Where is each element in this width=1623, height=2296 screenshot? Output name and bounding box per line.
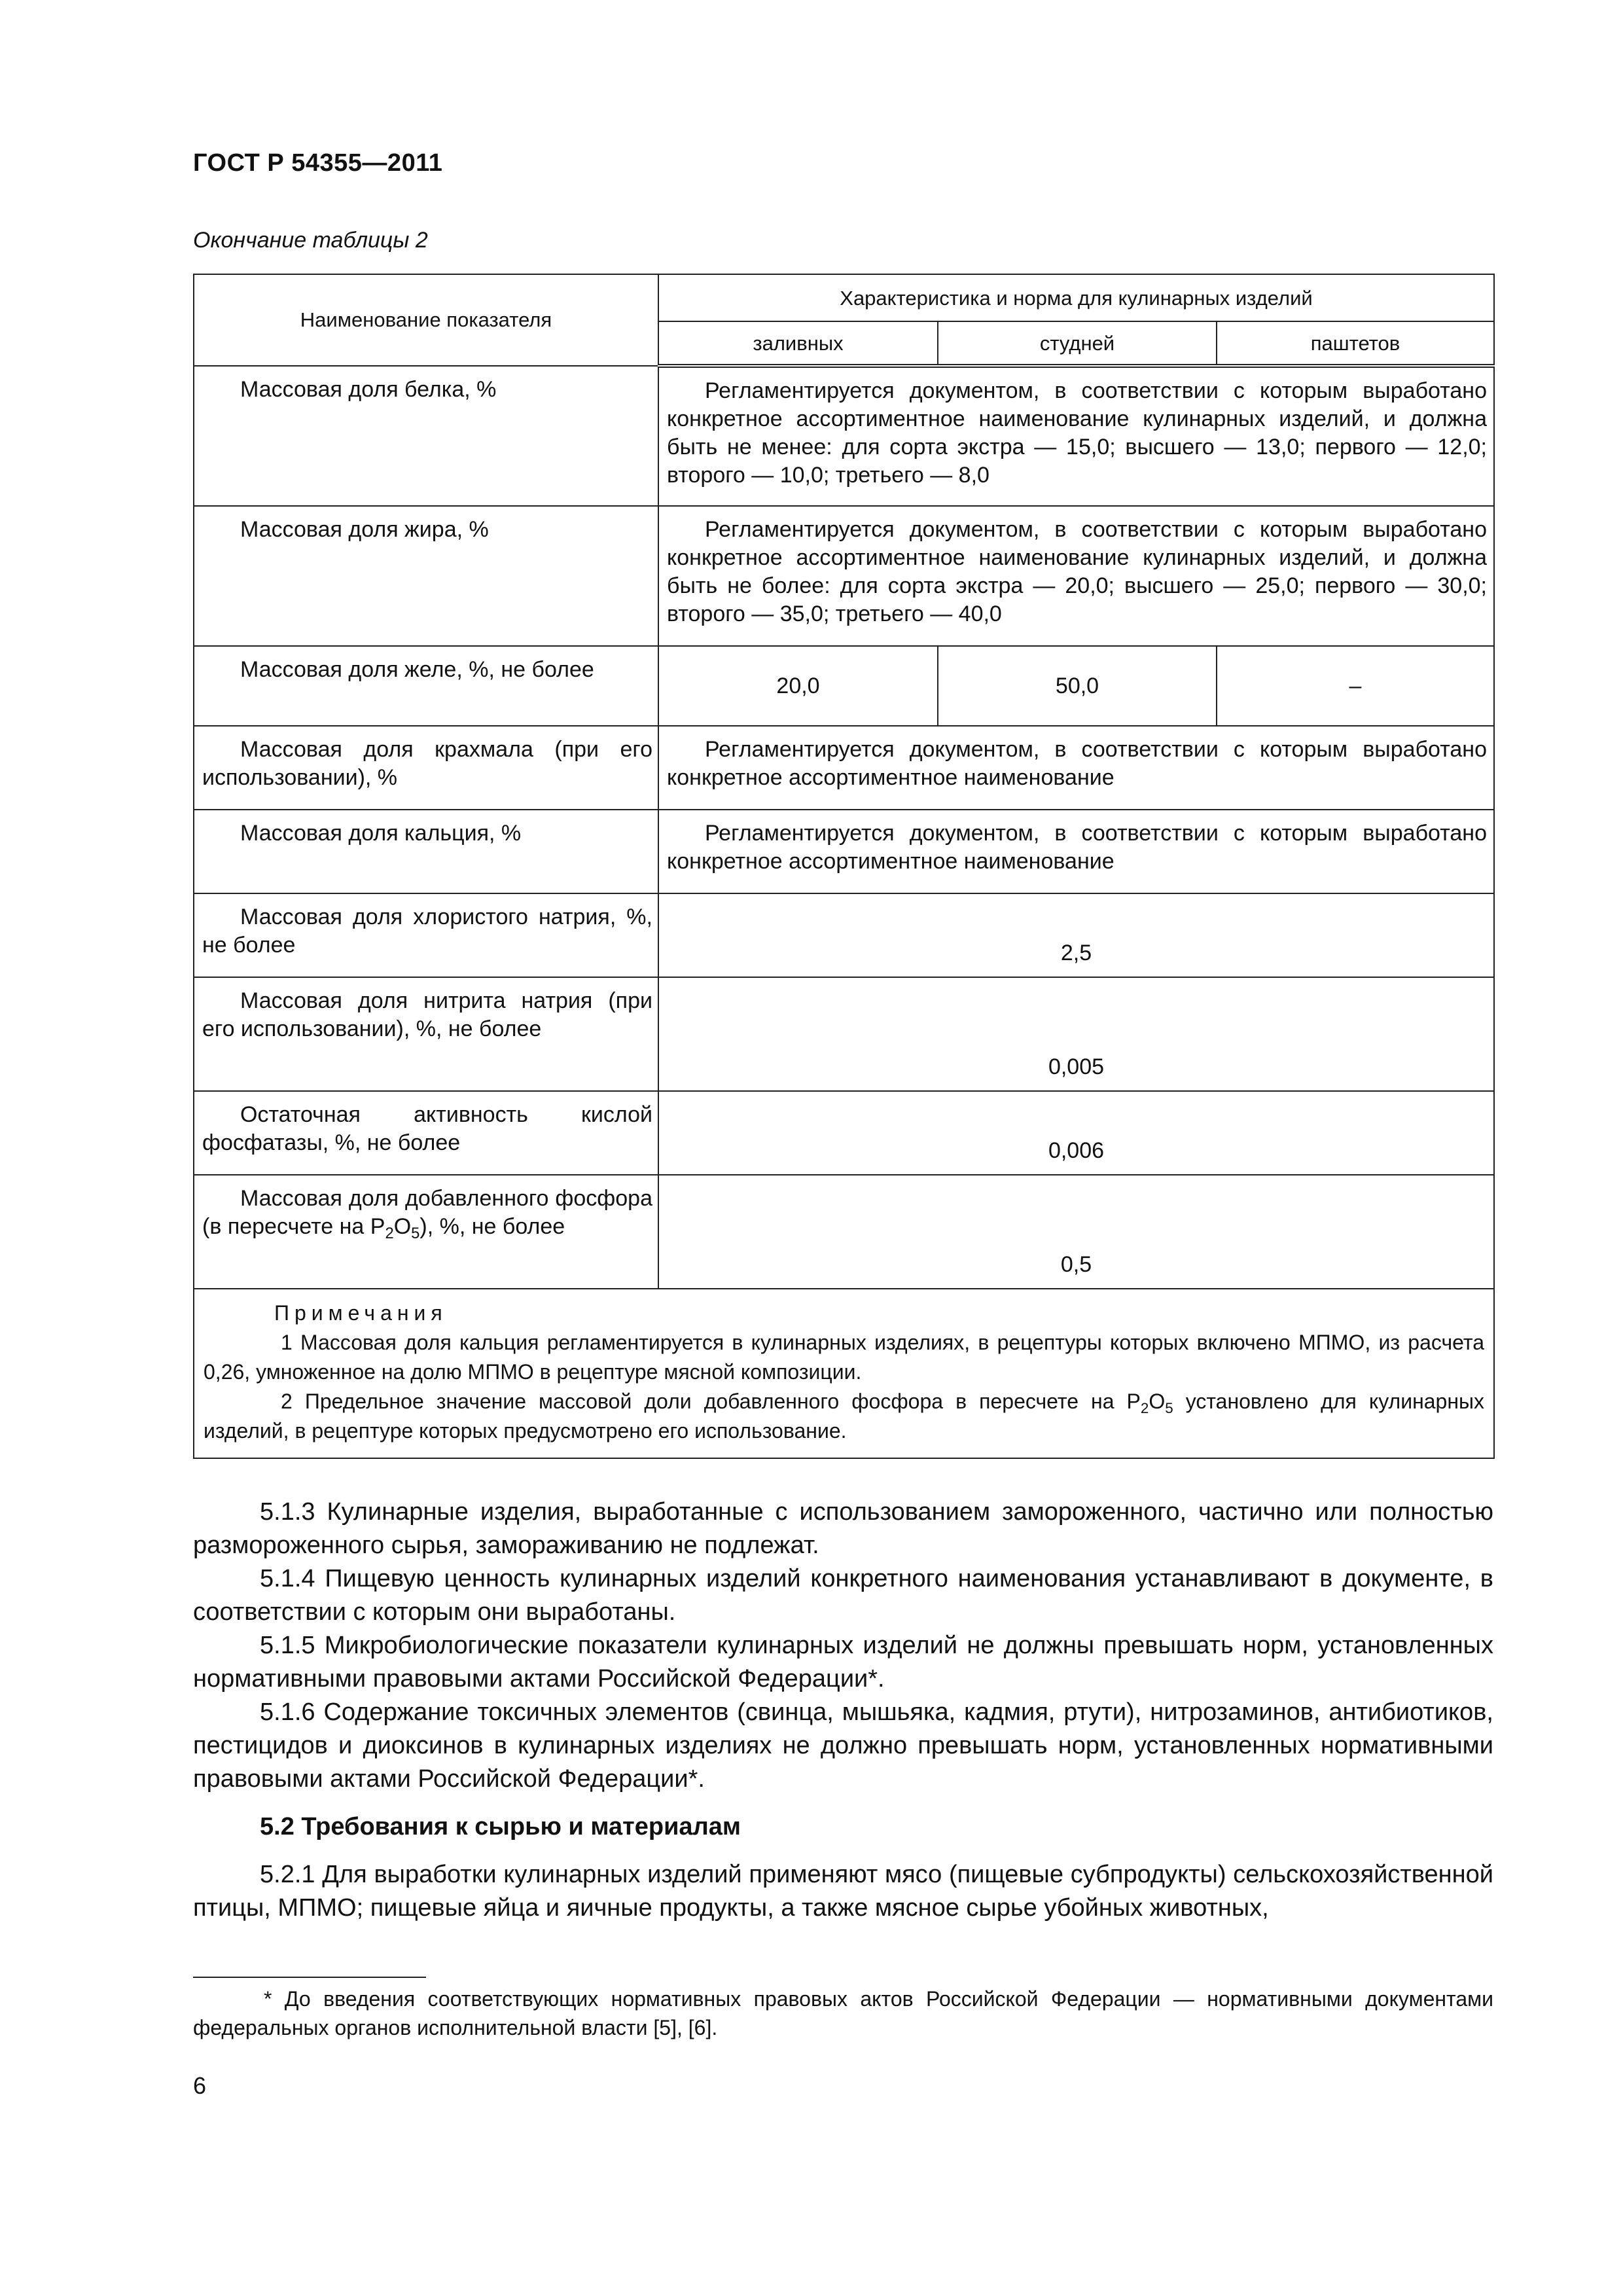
table-row bbox=[194, 646, 1494, 726]
value-sodium-nitrite: 0,005 bbox=[658, 977, 1494, 1091]
notes-row bbox=[194, 1289, 1494, 1458]
table-caption: Окончание таблицы 2 bbox=[193, 228, 428, 253]
paragraph-5-2-1: 5.2.1 Для выработки кулинарных изделий применяют мясо (пищевые субпродукты) сельскохозяйственной птицы, МПМО; пищевые яйца и яичные продукты, а также мясное сырье убойных животных, bbox=[193, 1861, 1493, 1922]
norm-protein: Регламентируется документом, в соответствии с которым выработано конкретное ассортиментное наименование кулинарных изделий, и должна быть не менее: для сорта экстра — 15,0; высшего — 13,0; первого — 12,0; второго — 10,0; третьего — 8,0 bbox=[667, 378, 1487, 488]
value-jelly-zalivnye: 20,0 bbox=[658, 646, 938, 726]
param-phosphorus: Массовая доля добавленного фосфора (в пересчете на $P_2O_5$), %, не более bbox=[194, 1175, 658, 1289]
table-row bbox=[194, 726, 1494, 810]
table-row bbox=[194, 1175, 1494, 1289]
paragraph-5-1-4: 5.1.4 Пищевую ценность кулинарных изделий конкретного наименования устанавливают в документе, в соответствии с которым они выработаны. bbox=[193, 1565, 1493, 1626]
footnote-text: * До введения соответствующих нормативных правовых актов Российской Федерации — нормативными документами федеральных органов исполнительной власти [5], [6]. bbox=[193, 1987, 1493, 2039]
param-fat: Массовая доля жира, % bbox=[240, 517, 489, 542]
table-row bbox=[194, 1091, 1494, 1175]
value-jelly-studni: 50,0 bbox=[938, 646, 1217, 726]
table-row bbox=[194, 893, 1494, 977]
document-code: ГОСТ Р 54355—2011 bbox=[193, 149, 443, 177]
value-sodium-chloride: 2,5 bbox=[658, 893, 1494, 977]
footnote bbox=[193, 1984, 1493, 2042]
notes-title: Примечания bbox=[274, 1301, 448, 1325]
note-1: 1 Массовая доля кальция регламентируется в кулинарных изделиях, в рецептуры которых включено МПМО, из расчета 0,26, умноженное на долю МПМО в рецептуре мясной композиции. bbox=[204, 1331, 1484, 1384]
column-header-zalivnye: заливных bbox=[658, 321, 938, 366]
column-header-studni: студней bbox=[938, 321, 1217, 366]
section-title-5-2: 5.2 Требования к сырью и материалам bbox=[260, 1813, 741, 1840]
param-starch: Массовая доля крахмала (при его использовании), % bbox=[202, 737, 652, 790]
norm-starch: Регламентируется документом, в соответствии с которым выработано конкретное ассортиментное наименование bbox=[667, 737, 1487, 790]
param-jelly: Массовая доля желе, %, не более bbox=[240, 657, 594, 682]
footnote-divider bbox=[193, 1977, 426, 1978]
norm-calcium: Регламентируется документом, в соответствии с которым выработано конкретное ассортиментное наименование bbox=[667, 821, 1487, 874]
body-text bbox=[193, 1496, 1493, 1925]
norm-fat: Регламентируется документом, в соответствии с которым выработано конкретное ассортиментное наименование кулинарных изделий, и должна быть не более: для сорта экстра — 20,0; высшего — 25,0; первого — 30,0; второго — 35,0; третьего — 40,0 bbox=[667, 517, 1487, 626]
specification-table bbox=[193, 274, 1495, 1459]
param-calcium: Массовая доля кальция, % bbox=[240, 821, 522, 846]
table-row bbox=[194, 810, 1494, 893]
page-number: 6 bbox=[193, 2072, 207, 2099]
paragraph-5-1-3: 5.1.3 Кулинарные изделия, выработанные с использованием замороженного, частично или полностью размороженного сырья, замораживанию не подлежат. bbox=[193, 1498, 1493, 1559]
table-row bbox=[194, 977, 1494, 1091]
param-phosphatase: Остаточная активность кислой фосфатазы, %, не более bbox=[202, 1102, 652, 1155]
param-sodium-chloride: Массовая доля хлористого натрия, %, не более bbox=[202, 905, 652, 958]
value-phosphorus: 0,5 bbox=[658, 1175, 1494, 1289]
paragraph-5-1-6: 5.1.6 Содержание токсичных элементов (свинца, мышьяка, кадмия, ртути), нитрозаминов, антибиотиков, пестицидов и диоксинов в кулинарных изделиях не должно превышать норм, установленных нормативными правовыми актами Российской Федерации*. bbox=[193, 1698, 1493, 1793]
column-header-pashtety: паштетов bbox=[1217, 321, 1494, 366]
value-jelly-pashtety: – bbox=[1217, 646, 1494, 726]
note-2: 2 Предельное значение массовой доли добавленного фосфора в пересчете на $P_2O_5$ установлено для кулинарных изделий, в рецептуре которых предусмотрено его использование. bbox=[204, 1390, 1485, 1443]
column-group-header: Характеристика и норма для кулинарных изделий bbox=[658, 274, 1494, 321]
table-row bbox=[194, 366, 1494, 506]
table-row bbox=[194, 506, 1494, 646]
param-sodium-nitrite: Массовая доля нитрита натрия (при его использовании), %, не более bbox=[202, 988, 652, 1041]
paragraph-5-1-5: 5.1.5 Микробиологические показатели кулинарных изделий не должны превышать норм, установленных нормативными правовыми актами Российской Федерации*. bbox=[193, 1632, 1493, 1693]
param-protein: Массовая доля белка, % bbox=[240, 377, 497, 402]
value-phosphatase: 0,006 bbox=[658, 1091, 1494, 1175]
column-header-parameter: Наименование показателя bbox=[194, 274, 658, 366]
